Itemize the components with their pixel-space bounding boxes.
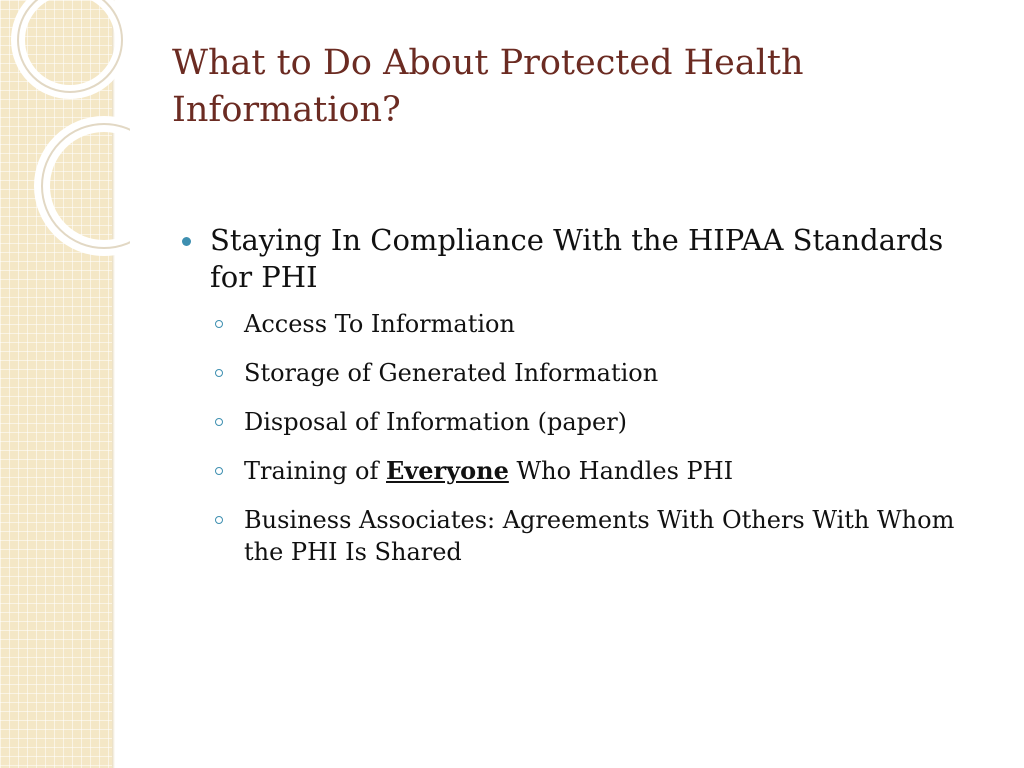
everyone-emphasis: Everyone	[386, 456, 509, 485]
decorative-rings-icon	[0, 0, 130, 260]
sub-bullet-text: Storage of Generated Information	[244, 359, 659, 387]
sub-bullet-text: Access To Information	[244, 310, 515, 338]
ring-bullet-icon	[215, 467, 223, 475]
sub-bullet-access	[178, 308, 968, 340]
sub-bullet-training	[178, 455, 968, 487]
main-bullet	[178, 222, 968, 296]
ring-bullet-icon	[215, 516, 223, 524]
ring-bullet-icon	[215, 320, 223, 328]
sub-bullet-list	[178, 308, 968, 568]
sub-bullet-text-before: Training of	[244, 457, 387, 485]
slide-title: What to Do About Protected Health Information?	[172, 43, 804, 130]
main-bullet-text: Staying In Compliance With the HIPAA Standards for PHI	[210, 223, 944, 294]
sub-bullet-text-after: Who Handles PHI	[508, 457, 734, 485]
sub-bullet-disposal	[178, 406, 968, 438]
slide-content	[178, 222, 968, 568]
sub-bullet-text: Disposal of Information (paper)	[244, 408, 628, 436]
sub-bullet-text: Business Associates: Agreements With Others With Whom the PHI Is Shared	[244, 506, 955, 566]
sub-bullet-storage	[178, 357, 968, 389]
ring-bullet-icon	[215, 369, 223, 377]
bullet-dot-icon	[182, 237, 191, 246]
ring-bullet-icon	[215, 418, 223, 426]
sub-bullet-business-associates	[178, 504, 968, 568]
